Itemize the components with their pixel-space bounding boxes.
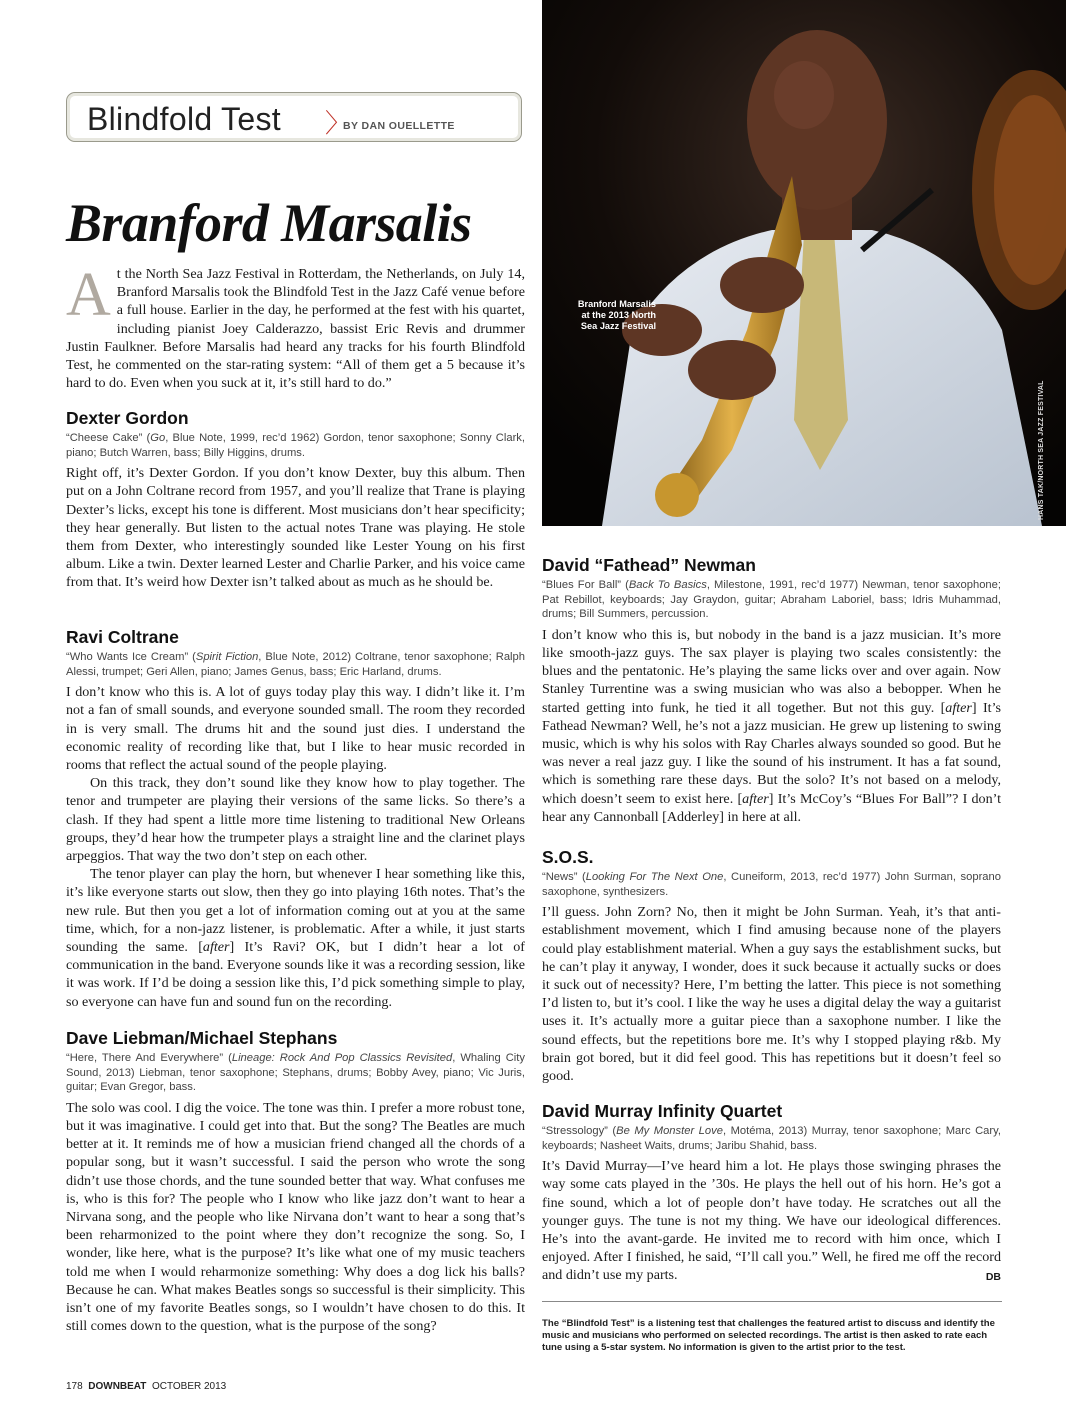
section-title: Blindfold Test: [87, 101, 281, 137]
review-ravi-coltrane: [66, 627, 525, 1011]
review-dexter-gordon: [66, 408, 525, 592]
review-heading: S.O.S.: [542, 847, 594, 867]
review-text: The solo was cool. I dig the voice. The tone was thin. I prefer a more robust tone, but it was imaginative. I could get into that. But the song? The Beatles are much better at it. It reminds me of how a musician friend changed all the chords of a popular song, but it wasn’t successful. I said the person who wrote the song didn’t use those chords, and the tune sounded better that way. What confuses me is, who is this for? The people who I know who like jazz don’t want to hear a Nirvana song, and the people who like Nirvana don’t want to hear a song that’s been reharmonized to the point where they don’t recognize the song. So, I wonder, like here, what is the purpose? It’s like what one of my music teachers told me when I would reharmonize something: Why does a dog lick his balls? Because he can. What makes Beatles songs so successful is their simplicity. This isn’t one of my favorite Beatles songs, so I wouldn’t have chosen to do this. It still comes down to the question, what is the purpose of the song?: [66, 1099, 525, 1335]
review-sos: [542, 847, 1001, 1085]
review-text: Right off, it’s Dexter Gordon. If you don’t know Dexter, buy this album. Then put on a John Coltrane record from 1957, and you’ll realize that Trane is playing Dexter’s licks, except his tone is different. Most musicians don’t hear specificity; they hear generally. But listen to the actual notes Trane was playing. He stole them from Dexter, who interestingly sounded like Lester Young on his first album. Like a twin. Dexter learned Lester and Charlie Parker, and his voice came from that. It’s weird how Dexter isn’t talked about as much as he should be.: [66, 465, 525, 591]
footnote-divider: [542, 1301, 1002, 1302]
track-credits: “Cheese Cake” (Go, Blue Note, 1999, rec’d 1962) Gordon, tenor saxophone; Sonny Clark, piano; Butch Warren, bass; Billy Higgins, drums.: [66, 432, 526, 459]
review-text: On this track, they don’t sound like they know how to play together. The tenor and trumpeter are playing their versions of the same licks. So there’s a clash. If they had spent a little more time listening to traditional New Orleans groups, they’d hear how the trumpeter plays a straight line and the clarinet plays arpeggios. That way the two don’t step on each other.: [66, 775, 525, 865]
track-credits: “Here, There And Everywhere” (Lineage: Rock And Pop Classics Revisited, Whaling City Sound, 2013) Liebman, tenor saxophone; Stephans, drums; Bobby Avey, piano; Vic Juris, guitar; Evan Gregor, bass.: [66, 1052, 525, 1094]
end-mark: DB: [985, 1271, 1001, 1284]
footnote: The “Blindfold Test” is a listening test that challenges the featured artist to discuss and identify the music and musicians who performed on selected recordings. The artist is then asked to rate each tune using a 5-star system. No information is given to the artist prior to the test.: [542, 1318, 995, 1354]
review-david-murray: [542, 1101, 1001, 1287]
track-credits: “Who Wants Ice Cream” (Spirit Fiction, Blue Note, 2012) Coltrane, tenor saxophone; Ralph Alessi, trumpet; Geri Allen, piano; James Genus, bass; Eric Harland, drums.: [66, 651, 525, 678]
track-credits: “News” (Looking For The Next One, Cuneiform, 2013, rec’d 1977) John Surman, soprano saxophone, synthesizers.: [542, 871, 1001, 898]
drop-cap: A: [66, 261, 111, 329]
review-heading: David Murray Infinity Quartet: [542, 1101, 783, 1121]
photo-credit: HANS TAK/NORTH SEA JAZZ FESTIVAL: [1038, 380, 1045, 520]
issue-date: OCTOBER 2013: [151, 1381, 227, 1392]
track-credits: “Stressology” (Be My Monster Love, Motéma, 2013) Murray, tenor saxophone; Marc Cary, keyboards; Nasheet Waits, drums; Jaribu Shahid, bass.: [542, 1125, 1001, 1152]
byline: BY DAN OUELLETTE: [343, 120, 455, 132]
page-footer: [66, 1381, 226, 1392]
artist-name: Branford Marsalis: [66, 193, 472, 253]
review-liebman-stephans: [66, 1028, 525, 1335]
review-text: I don’t know who this is. A lot of guys today play this way. I didn’t like it. I’m not a fan of small sounds, and everyone sounded small. The room they recorded in is very small. The drums hit and the sound just dies. I understand the economic reality of recording like that, but I like to hear music recorded in rooms that reflect the actual sound of the people playing.: [66, 684, 525, 773]
saxophonist-illustration: [542, 0, 1066, 526]
review-heading: Ravi Coltrane: [66, 627, 179, 647]
review-heading: Dexter Gordon: [66, 408, 189, 428]
review-heading: Dave Liebman/Michael Stephans: [66, 1028, 338, 1048]
review-fathead-newman: [542, 555, 1001, 826]
section-header: [66, 92, 522, 142]
intro-text: t the North Sea Jazz Festival in Rotterdam, the Netherlands, on July 14, Branford Marsalis took the Blindfold Test in the Jazz Café venue before a full house. Earlier in the day, he performed at the fest with his quartet, including pianist Joey Calderazzo, bassist Eric Revis and drummer Justin Faulkner. Before Marsalis had heard any tracks for his fourth Blindfold Test, he commented on the star-rating system: “All of them get a 5 because it’s hard to do. Even when you suck at it, it’s still hard to do.”: [66, 266, 525, 392]
review-text: I don’t know who this is, but nobody in the band is a jazz musician. It’s more like smooth-jazz guys. The sax player is playing two scales consistently: the blues and the pentatonic. He’s playing the same licks over and over again. Now Stanley Turrentine was a swing musician who was also a bebopper. When he started getting into funk, he tied it all together. But not this guy. [after] It’s Fathead Newman? Well, he’s not a jazz musician. He grew up listening to swing music, which is why his solos with Ray Charles always sounded so good. But he was never a real jazz guy. I like the sound of his instrument. It has a fat sound, which is something rare these days. But the solo? It’s not based on a melody, which doesn’t seem to exist here. [after] It’s McCoy’s “Blues For Ball”? I don’t hear any Cannonball [Adderley] in here at all.: [542, 626, 1002, 825]
review-heading: David “Fathead” Newman: [542, 555, 756, 575]
page-number: 178: [66, 1381, 83, 1392]
review-text: It’s David Murray—I’ve heard him a lot. He plays those swinging phrases the way some cats played in the ’30s. He plays the hell out of his horn. He’s got a fine sound, which a lot of people don’t have today. He scratches out all the younger guys. The tune is not my thing. We have our ideological differences. He’s into the avant-garde. He invited me to record with him once, which I enjoyed. After I finished, he said, “I’ll call you.” Well, he fired me off the record and didn’t use my parts. DB: [542, 1157, 1001, 1284]
review-text: I’ll guess. John Zorn? No, then it might be John Surman. Yeah, it’s that anti-establishment movement, which I find amusing because none of the players could play establishment material. When a guy says the establishment sucks, but he can’t play it anyway, I wonder, does it suck because it actually sucks or does it suck out of necessity? Here, I’m betting the latter. This piece is not something I’d listen to, but it’s cool. I like the way he uses a digital delay the way a guitarist uses it. It’s actually more a guitar piece than a saxophone number. I like the sound effects, but the repetitions bore me. It’s why I stopped playing r&b. My brain got bored, but it did feel good. This has repetitions but it doesn’t feel so good.: [542, 904, 1001, 1085]
review-text: The tenor player can play the horn, but whenever I hear something like this, it’s like everyone starts out slow, then they go into playing 16th notes. That’s the new rule. But then you get a lot of information coming out at you at the same time, which, for a non-jazz listener, is problematic. After a while, it just starts sounding the same. [after] It’s Ravi? OK, but I didn’t hear a lot of communication in the band. Everyone sounds like it was a recording session, like it was work. If I’d be doing a session like this, I’d pick something simple to play, so everyone can have fun and sound fun on the recording.: [66, 866, 525, 1010]
artist-photo: [542, 0, 1066, 526]
intro-paragraph: [66, 261, 525, 392]
photo-caption: Branford Marsalis at the 2013 North Sea Jazz Festival: [577, 299, 656, 331]
magazine-name: DOWNBEAT: [88, 1381, 147, 1392]
chevron-right-icon: 〉: [325, 109, 352, 139]
track-credits: “Blues For Ball” (Back To Basics, Milestone, 1991, rec’d 1977) Newman, tenor saxophone; Pat Rebillot, keyboards; Jay Graydon, guitar; Abraham Laboriel, bass; Idris Muhammad, drums; Bill Summers, percussion.: [542, 579, 1001, 621]
